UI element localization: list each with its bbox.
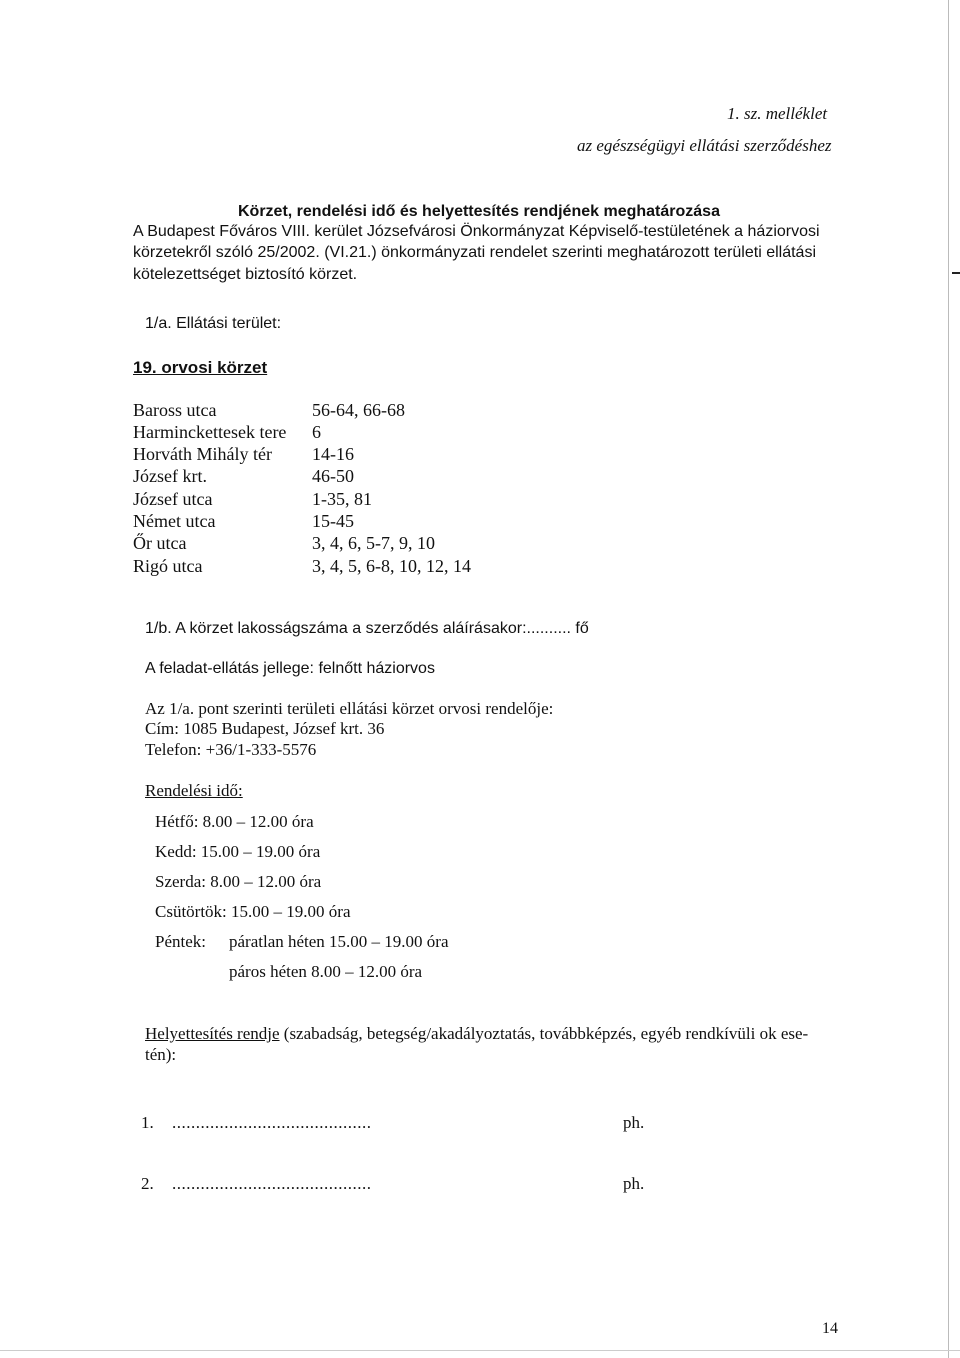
street-numbers: 3, 4, 5, 6-8, 10, 12, 14: [312, 556, 471, 576]
substitution-text: (szabadság, betegség/akadályoztatás, továbbképzés, egyéb rendkívüli ok ese-: [279, 1024, 809, 1043]
annex-subtitle: az egészségügyi ellátási szerződéshez: [577, 136, 832, 155]
substitution-title: Helyettesítés rendje: [145, 1024, 280, 1043]
hours-thursday: Csütörtök: 15.00 – 19.00 óra: [155, 902, 351, 921]
street-numbers: 15-45: [312, 511, 354, 531]
hours-tuesday: Kedd: 15.00 – 19.00 óra: [155, 842, 321, 861]
street-name: Rigó utca: [133, 556, 203, 576]
document-title: Körzet, rendelési idő és helyettesítés rendjének meghatározása: [238, 203, 720, 220]
street-name: József krt.: [133, 466, 207, 486]
signature-2-number: 2.: [141, 1174, 154, 1193]
street-name: Horváth Mihály tér: [133, 444, 272, 464]
street-numbers: 1-35, 81: [312, 489, 372, 509]
annex-number: 1. sz. melléklet: [727, 104, 828, 123]
substitution-line-1: [145, 1024, 808, 1044]
hours-friday-odd: páratlan héten 15.00 – 19.00 óra: [229, 932, 449, 951]
substitution-line-2: tén):: [145, 1045, 177, 1064]
street-name: Német utca: [133, 511, 216, 531]
signature-1-ph: ph.: [623, 1113, 645, 1132]
street-name: Harminckettesek tere: [133, 422, 287, 442]
hours-wednesday: Szerda: 8.00 – 12.00 óra: [155, 872, 322, 891]
section-1a-label: 1/a. Ellátási terület:: [145, 315, 282, 332]
hours-friday-label: Péntek:: [155, 932, 206, 951]
scan-edge-line: [948, 0, 949, 1358]
signature-2-ph: ph.: [623, 1174, 645, 1193]
population-line: 1/b. A körzet lakosságszáma a szerződés aláírásakor:.......... fő: [145, 620, 589, 637]
scan-bottom-line: [0, 1350, 960, 1351]
hours-title: Rendelési idő:: [145, 781, 243, 800]
signature-2-dots: ..........................................: [172, 1174, 372, 1193]
scan-edge-mark: [952, 272, 960, 274]
street-numbers: 14-16: [312, 444, 354, 464]
office-phone: Telefon: +36/1-333-5576: [145, 740, 317, 759]
street-numbers: 56-64, 66-68: [312, 400, 405, 420]
street-name: József utca: [133, 489, 213, 509]
page-number: 14: [822, 1320, 838, 1337]
office-address: Cím: 1085 Budapest, József krt. 36: [145, 719, 385, 738]
street-numbers: 6: [312, 422, 321, 442]
intro-line-2: körzetekről szóló 25/2002. (VI.21.) önkormányzati rendelet szerinti meghatározott területi ellátási: [133, 244, 817, 261]
street-name: Őr utca: [133, 533, 187, 553]
signature-1-dots: ..........................................: [172, 1113, 372, 1132]
task-type: A feladat-ellátás jellege: felnőtt háziorvos: [145, 660, 435, 677]
hours-friday-even: páros héten 8.00 – 12.00 óra: [229, 962, 423, 981]
signature-1-number: 1.: [141, 1113, 154, 1132]
intro-line-3: kötelezettséget biztosító körzet.: [133, 266, 358, 283]
street-name: Baross utca: [133, 400, 217, 420]
office-intro: Az 1/a. pont szerinti területi ellátási körzet orvosi rendelője:: [145, 699, 554, 718]
street-numbers: 3, 4, 6, 5-7, 9, 10: [312, 533, 435, 553]
hours-monday: Hétfő: 8.00 – 12.00 óra: [155, 812, 314, 831]
district-title: 19. orvosi körzet: [133, 358, 268, 377]
street-numbers: 46-50: [312, 466, 354, 486]
intro-line-1: A Budapest Főváros VIII. kerület Józsefvárosi Önkormányzat Képviselő-testületének a háziorvosi: [133, 223, 820, 240]
